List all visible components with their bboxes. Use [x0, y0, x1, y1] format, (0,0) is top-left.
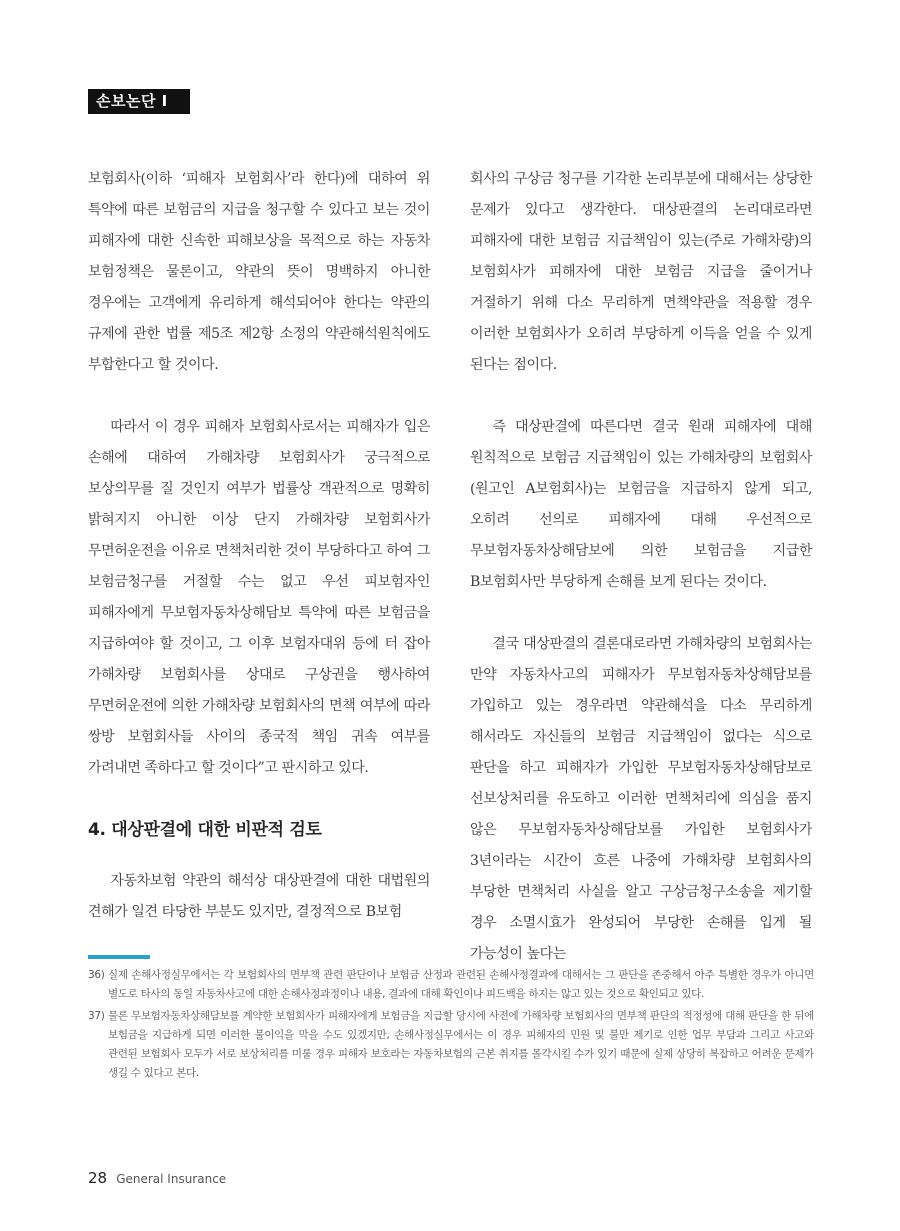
body-paragraph: 결국 대상판결의 결론대로라면 가해차량의 보험회사는 만약 자동차사고의 피해자가 무보험자동차상해담보를 가입하고 있는 경우라면 약관해석을 다소 무리하게 해서라도 자신들의 보험금 지급책임이 없다는 식으로 판단을 하고 피해자가 가입한 무보험자동차상해담보로 선보상처리를 유도하고 이러한 면책처리에 의심을 품지 않은 무보험자동차상해담보를 가입한 보험회사가 3년이라는 시간이 흐른 나중에 가해차량 보험회사의 부당한 면책처리 사실을 알고 구상금청구소송을 제기할 경우 소멸시효가 완성되어 부당한 손해를 입게 될 가능성이 높다는 — [470, 636, 812, 962]
footnote-text: 물론 무보험자동차상해담보를 계약한 보험회사가 피해자에게 보험금을 지급할 당시에 사전에 가해차량 보험회사의 면부책 판단의 적정성에 대해 판단을 한 뒤에 보험금을 지급하게 되면 이러한 불이익을 막을 수도 있겠지만, 손해사정실무에서는 이 경우 피해자의 민원 및 불만 제기로 인한 업무 부담과 그리고 사고와 관련된 보험회사 모두가 서로 보상처리를 미룰 경우 피해자 보호라는 자동차보험의 근본 취지를 몰각시킬 수가 있기 때문에 실제 상당히 복잡하고 어려운 문제가 생길 수 있다고 본다. — [108, 1010, 814, 1079]
body-paragraph: 즉 대상판결에 따른다면 결국 원래 피해자에 대해 원칙적으로 보험금 지급책임이 있는 가해차량의 보험회사(원고인 A보험회사)는 보험금을 지급하지 않게 되고, 오히려 선의로 피해자에 대해 우선적으로 무보험자동차상해담보에 의한 보험금을 지급한 B보험회사만 부당하게 손해를 보게 된다는 것이다. — [470, 419, 812, 590]
body-paragraph: 보험회사(이하 ‘피해자 보험회사’라 한다)에 대하여 위 특약에 따른 보험금의 지급을 청구할 수 있다고 보는 것이 피해자에 대한 신속한 피해보상을 목적으로 하는 자동차 보험정책은 물론이고, 약관의 뜻이 명백하지 아니한 경우에는 고객에게 유리하게 해석되어야 한다는 약관의 규제에 관한 법률 제5조 제2항 소정의 약관해석원칙에도 부합한다고 할 것이다. — [88, 171, 430, 373]
paragraph-gap — [88, 846, 430, 866]
paragraph-gap — [470, 381, 812, 412]
body-paragraph: 따라서 이 경우 피해자 보험회사로서는 피해자가 입은 손해에 대하여 가해차량 보험회사가 궁극적으로 보상의무를 질 것인지 여부가 법률상 객관적으로 명확히 밝혀지지 아니한 이상 단지 가해차량 보험회사가 무면허운전을 이유로 면책처리한 것이 부당하다고 하여 그 보험금청구를 거절할 수는 없고 우선 피보험자인 피해자에게 무보험자동차상해담보 특약에 따른 보험금을 지급하여야 할 것이고, 그 이후 보험자대위 등에 터 잡아 가해차량 보험회사를 상대로 구상권을 행사하여 무면허운전에 의한 가해차량 보험회사의 면책 여부에 따라 쌍방 보험회사들 사이의 종국적 책임 귀속 여부를 가려내면 족하다고 할 것이다”고 판시하고 있다. — [88, 419, 430, 776]
section-tag: 손보논단 I — [88, 89, 190, 114]
paragraph-gap — [88, 381, 430, 412]
footnotes — [88, 966, 814, 1086]
footnote — [88, 1007, 814, 1083]
page-number: 28 — [88, 1169, 108, 1187]
right-column — [470, 164, 812, 970]
paragraph-gap — [88, 784, 430, 815]
left-column — [88, 164, 430, 928]
publication-name: General Insurance — [116, 1172, 227, 1186]
footnote-number: 37) — [88, 1010, 105, 1022]
section-heading: 4. 대상판결에 대한 비판적 검토 — [88, 820, 322, 840]
paragraph-gap — [470, 598, 812, 629]
footnote-divider — [88, 955, 150, 959]
body-paragraph: 자동차보험 약관의 해석상 대상판결에 대한 대법원의 견해가 일견 타당한 부분도 있지만, 결정적으로 B보험 — [88, 873, 430, 920]
footnote-number: 36) — [88, 969, 105, 981]
footnote — [88, 966, 814, 1004]
page-footer — [88, 1168, 226, 1187]
footnote-text: 실제 손해사정실무에서는 각 보험회사의 면부책 관련 판단이나 보험금 산정과 관련된 손해사정결과에 대해서는 그 판단을 존중해서 아주 특별한 경우가 아니면 별도로 타사의 동일 자동차사고에 대한 손해사정과정이나 내용, 결과에 대해 확인이나 피드백을 하지는 않고 있는 것으로 확인되고 있다. — [108, 969, 814, 1000]
body-paragraph: 회사의 구상금 청구를 기각한 논리부분에 대해서는 상당한 문제가 있다고 생각한다. 대상판결의 논리대로라면 피해자에 대한 보험금 지급책임이 있는(주로 가해차량)의 보험회사가 피해자에 대한 보험금 지급을 줄이거나 거절하기 위해 다소 무리하게 면책약관을 적용할 경우 이러한 보험회사가 오히려 부당하게 이득을 얻을 수 있게 된다는 점이다. — [470, 171, 812, 373]
